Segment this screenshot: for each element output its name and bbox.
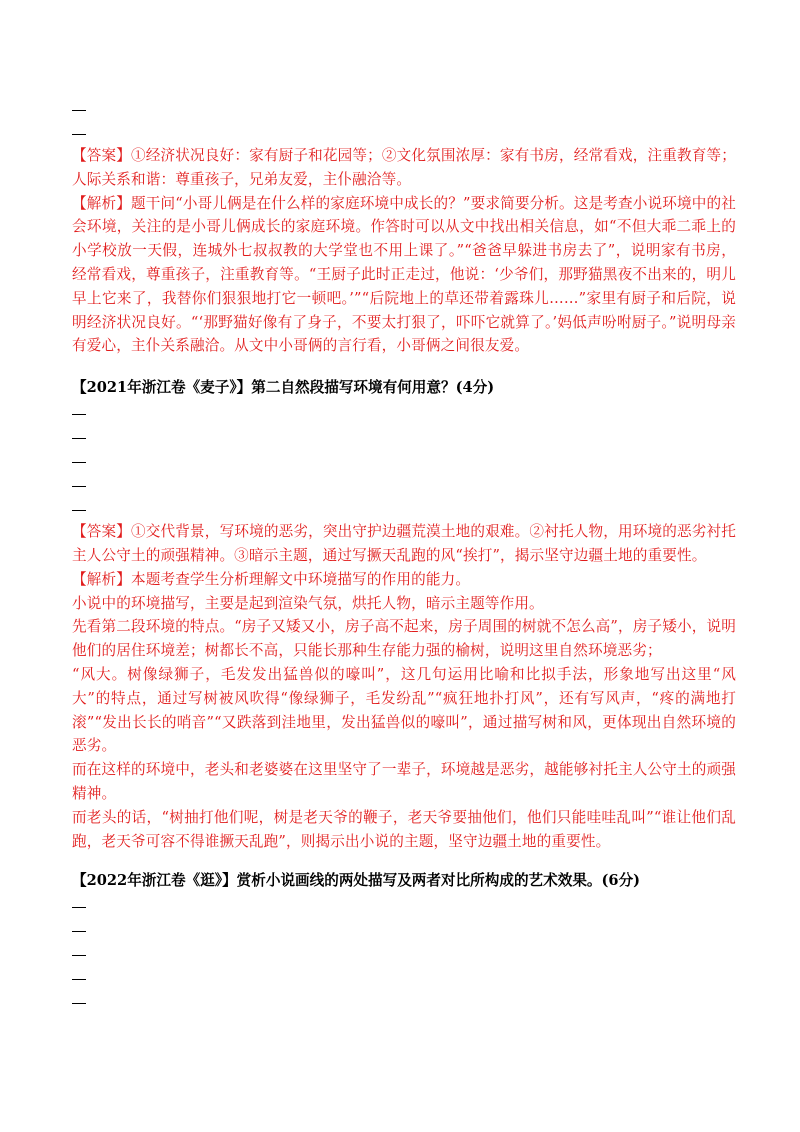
analysis-body-paragraph: “风大。树像绿狮子，毛发发出猛兽似的嚎叫”，这几句运用比喻和比拟手法，形象地写出这里“风大”的特点，通过写树被风吹得“像绿狮子，毛发纷乱”“疯狂地扑打风”，还有写风声，“疼的满地打滚”“发出长长的哨音”“又跌落到洼地里，发出猛兽似的嚎叫”，通过描写树和风，更体现出自然环境的恶劣。	[72, 665, 736, 755]
analysis-body-paragraph: 小说中的环境描写，主要是起到渲染气氛，烘托人物，暗示主题等作用。	[72, 594, 544, 612]
answer-blank-line	[72, 941, 86, 965]
answer-blank-line	[72, 120, 86, 144]
answer-paragraph	[72, 520, 736, 568]
document-page	[72, 96, 736, 1013]
answer-blank-line	[72, 424, 86, 448]
answer-blank-line	[72, 400, 86, 424]
answer-blank-line	[72, 965, 86, 989]
answer-blank-line	[72, 448, 86, 472]
answer-blank-line	[72, 989, 86, 1013]
question-heading: 【2022年浙江卷《逛》】赏析小说画线的两处描写及两者对比所构成的艺术效果。(6分)	[72, 872, 641, 890]
answer-tag: 【答案】	[72, 523, 132, 541]
analysis-tag: 【解析】	[72, 194, 131, 212]
analysis-text: 题干问“小哥儿俩是在什么样的家庭环境中成长的？”要求简要分析。这是考查小说环境中的社会环境，关注的是小哥儿俩成长的家庭环境。作答时可以从文中找出相关信息，如“不但大乖二乖上的小学校放一天假，连城外七叔叔教的大学堂也不用上课了。”“爸爸早躲进书房去了”，说明家有书房，经常看戏，尊重孩子，注重教育等。“王厨子此时正走过，他说：‘少爷们，那野猫黑夜不出来的，明儿早上它来了，我替你们狠狠地打它一顿吧。’”“后院地上的草还带着露珠儿……”家里有厨子和后院，说明经济状况良好。“‘那野猫好像有了身子，不要太打狠了，吓吓它就算了。’妈低声吩咐厨子。”说明母亲有爱心，主仆关系融洽。从文中小哥俩的言行看，小哥俩之间很友爱。	[72, 194, 736, 355]
answer-blank-line	[72, 893, 86, 917]
question-heading: 【2021年浙江卷《麦子》】第二自然段描写环境有何用意？(4分)	[72, 379, 495, 397]
answer-blank-line	[72, 472, 86, 496]
analysis-paragraph	[72, 192, 736, 359]
analysis-paragraph	[72, 568, 736, 592]
analysis-text: 本题考查学生分析理解文中环境描写的作用的能力。	[130, 570, 471, 588]
answer-blank-line	[72, 917, 86, 941]
answer-text: ①交代背景，写环境的恶劣，突出守护边疆荒漠土地的艰难。②衬托人物，用环境的恶劣衬托主人公守土的顽强精神。③暗示主题，通过写撅天乱跑的风“挨打”，揭示坚守边疆土地的重要性。	[72, 523, 736, 564]
analysis-body-paragraph: 而老头的话，“树抽打他们呢，树是老天爷的鞭子，老天爷要抽他们，他们只能哇哇乱叫”“谁让他们乱跑，老天爷可容不得谁撅天乱跑”，则揭示出小说的主题，坚守边疆土地的重要性。	[72, 808, 736, 850]
answer-blank-line	[72, 496, 86, 520]
answer-blank-line	[72, 96, 86, 120]
answer-text: ①经济状况良好：家有厨子和花园等；②文化氛围浓厚：家有书房，经常看戏，注重教育等；人际关系和谐：尊重孩子，兄弟友爱，主仆融洽等。	[72, 147, 736, 188]
analysis-tag: 【解析】	[72, 570, 131, 588]
analysis-body-paragraph: 而在这样的环境中，老头和老婆婆在这里坚守了一辈子，环境越是恶劣，越能够衬托主人公守土的顽强精神。	[72, 761, 736, 802]
answer-tag: 【答案】	[72, 147, 132, 164]
answer-paragraph	[72, 144, 736, 192]
analysis-body-paragraph: 先看第二段环境的特点。“房子又矮又小，房子高不起来，房子周围的树就不怎么高”，房子矮小，说明他们的居住环境差；树都长不高，只能长那种生存能力强的榆树，说明这里自然环境恶劣；	[72, 618, 736, 660]
